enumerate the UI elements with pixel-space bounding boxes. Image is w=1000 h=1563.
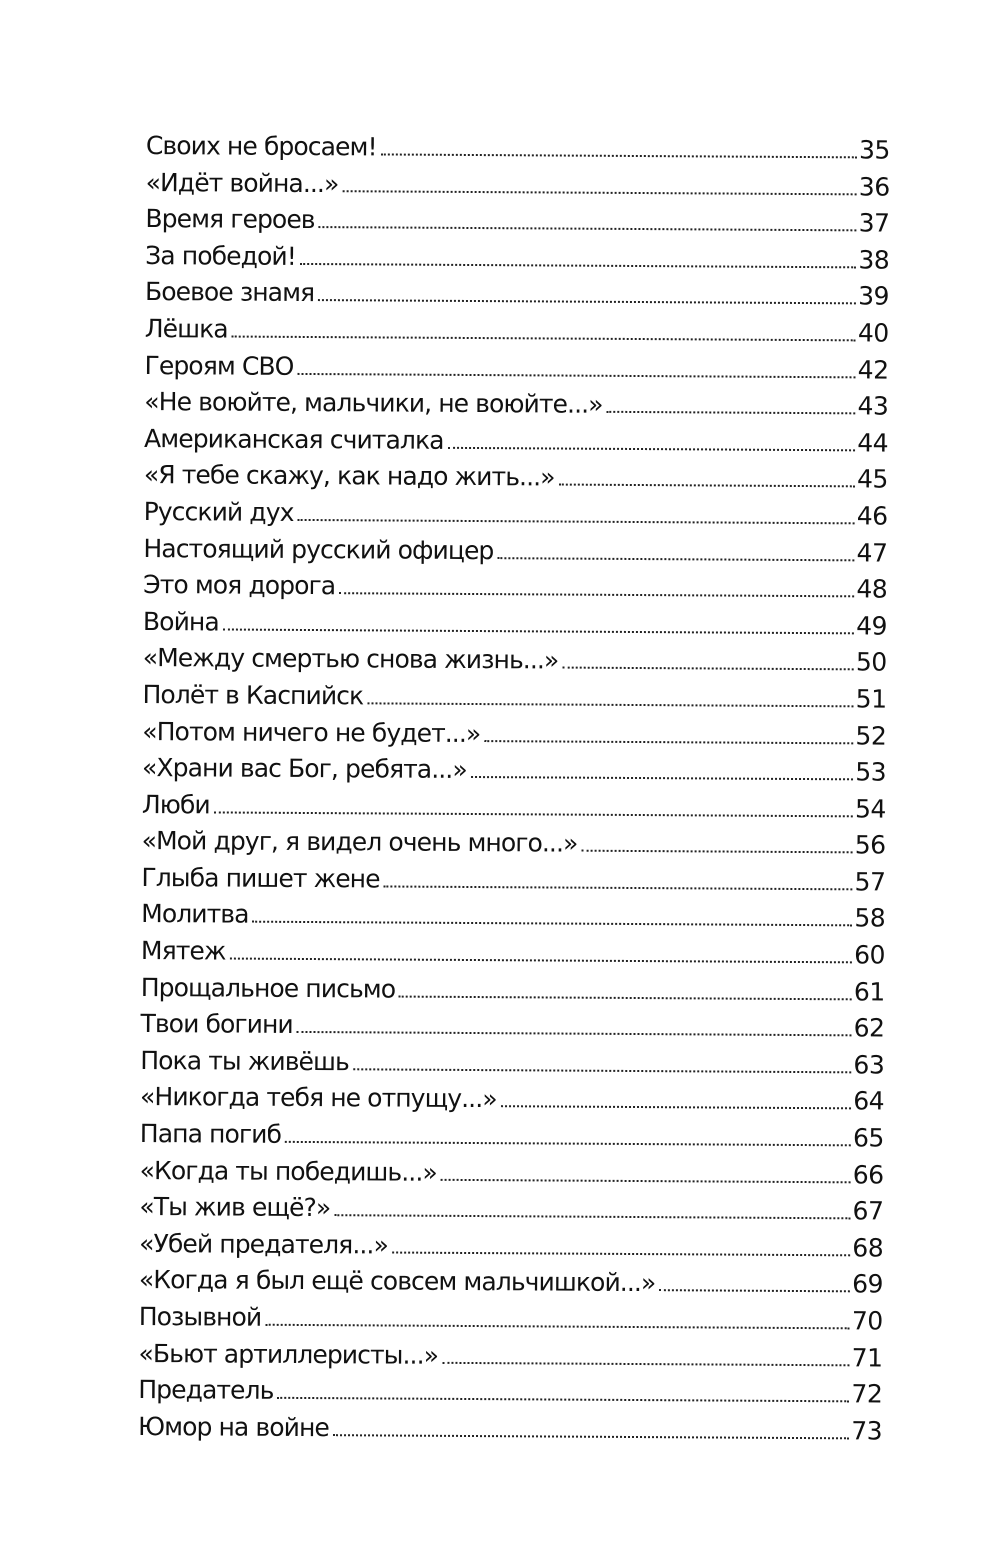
toc-entry-title: Лёшка xyxy=(144,313,228,344)
toc-entry-title: «Мой друг, я видел очень много...» xyxy=(141,826,578,858)
toc-entry-title: Русский дух xyxy=(143,496,294,527)
toc-entry-page-number: 52 xyxy=(855,720,887,751)
toc-entry xyxy=(139,1299,883,1340)
toc-entry xyxy=(145,201,889,242)
dot-leader xyxy=(229,958,852,964)
toc-entry-page-number: 40 xyxy=(857,318,889,348)
toc-entry-title: «Убей предателя...» xyxy=(139,1228,389,1260)
toc-entry-page-number: 62 xyxy=(853,1013,885,1043)
toc-entry xyxy=(140,1079,884,1120)
toc-entry-page-number: 66 xyxy=(852,1159,884,1190)
toc-entry xyxy=(141,970,885,1011)
toc-entry-page-number: 44 xyxy=(857,428,889,458)
toc-entry-page-number: 45 xyxy=(856,464,888,494)
toc-entry-title: «Храни вас Бог, ребята...» xyxy=(142,753,467,785)
toc-entry-title: «Между смертью снова жизнь...» xyxy=(142,643,559,675)
dot-leader xyxy=(342,190,856,195)
dot-leader xyxy=(334,1214,850,1219)
toc-entry xyxy=(144,457,888,498)
dot-leader xyxy=(333,1434,849,1439)
dot-leader xyxy=(214,811,853,817)
dot-leader xyxy=(399,995,852,1000)
dot-leader xyxy=(607,411,856,415)
toc-entry-title: Предатель xyxy=(138,1375,274,1405)
toc-entry-page-number: 47 xyxy=(856,537,888,568)
toc-entry xyxy=(140,1153,884,1194)
table-of-contents xyxy=(138,128,890,1450)
dot-leader xyxy=(448,447,856,451)
toc-entry-title: Юмор на войне xyxy=(137,1411,330,1442)
dot-leader xyxy=(319,226,857,231)
toc-entry-page-number: 36 xyxy=(858,171,890,202)
toc-entry-page-number: 61 xyxy=(853,976,885,1007)
toc-entry-title: Своих не бросаем! xyxy=(145,130,377,162)
dot-leader xyxy=(318,299,856,304)
toc-entry-page-number: 57 xyxy=(854,867,886,897)
toc-entry-title: «Никогда тебя не отпущу...» xyxy=(139,1082,497,1114)
dot-leader xyxy=(562,667,854,671)
toc-entry-title: «Идёт война...» xyxy=(145,167,339,198)
toc-entry-title: Мятеж xyxy=(140,936,226,966)
toc-entry xyxy=(144,384,888,425)
dot-leader xyxy=(501,1106,852,1110)
toc-entry xyxy=(139,1226,883,1267)
toc-entry-page-number: 39 xyxy=(858,281,890,311)
toc-entry-title: «Бьют артиллеристы...» xyxy=(138,1338,439,1370)
toc-entry-title: Боевое знамя xyxy=(144,277,315,308)
toc-entry-page-number: 60 xyxy=(854,940,886,970)
toc-entry-page-number: 51 xyxy=(855,684,887,714)
toc-entry-page-number: 38 xyxy=(858,245,890,275)
toc-entry xyxy=(138,1409,882,1450)
toc-entry-page-number: 72 xyxy=(851,1379,883,1409)
toc-entry xyxy=(141,896,885,937)
dot-leader xyxy=(559,484,855,488)
toc-entry-title: За победой! xyxy=(145,240,296,271)
toc-entry-page-number: 70 xyxy=(851,1306,883,1336)
toc-entry-page-number: 49 xyxy=(856,611,888,641)
toc-entry-title: Пока ты живёшь xyxy=(140,1045,349,1077)
toc-entry-title: Прощальное письмо xyxy=(140,972,396,1004)
toc-entry-title: Настоящий русский офицер xyxy=(143,533,494,565)
toc-entry-title: «Не воюйте, мальчики, не воюйте...» xyxy=(144,387,603,419)
toc-entry xyxy=(139,1189,883,1230)
toc-entry xyxy=(140,1043,884,1084)
toc-entry-title: Героям СВО xyxy=(144,350,294,381)
toc-entry-title: «Я тебе скажу, как надо жить...» xyxy=(143,460,555,492)
dot-leader xyxy=(392,1251,850,1256)
toc-entry xyxy=(143,640,887,681)
toc-entry xyxy=(142,823,886,864)
toc-entry-page-number: 63 xyxy=(853,1050,885,1080)
toc-entry-page-number: 65 xyxy=(852,1123,884,1153)
dot-leader xyxy=(297,1031,852,1036)
toc-entry-page-number: 43 xyxy=(857,391,889,421)
toc-entry-page-number: 64 xyxy=(853,1086,885,1116)
dot-leader xyxy=(484,740,853,744)
dot-leader xyxy=(581,850,852,854)
toc-entry-title: Это моя дорога xyxy=(143,570,336,601)
toc-entry-page-number: 50 xyxy=(855,647,887,677)
toc-entry xyxy=(146,128,890,169)
dot-leader xyxy=(384,885,853,890)
toc-entry-page-number: 42 xyxy=(857,354,889,385)
toc-entry-title: Глыба пишет жене xyxy=(141,862,380,894)
dot-leader xyxy=(659,1290,850,1293)
toc-entry xyxy=(146,165,890,206)
toc-entry xyxy=(143,531,887,572)
dot-leader xyxy=(381,153,857,158)
toc-entry xyxy=(138,1372,882,1413)
toc-entry-page-number: 73 xyxy=(851,1416,883,1446)
dot-leader xyxy=(353,1068,852,1073)
toc-entry xyxy=(141,860,885,901)
toc-entry-title: «Когда ты победишь...» xyxy=(139,1155,437,1187)
toc-entry-title: «Потом ничего не будет...» xyxy=(142,716,481,748)
toc-entry-title: Папа погиб xyxy=(139,1119,282,1149)
toc-entry xyxy=(145,238,889,279)
toc-entry-page-number: 71 xyxy=(851,1342,883,1373)
toc-entry xyxy=(142,713,886,754)
toc-entry xyxy=(140,1006,884,1047)
toc-entry-page-number: 53 xyxy=(855,757,887,787)
toc-entry-page-number: 68 xyxy=(852,1233,884,1263)
toc-entry-title: Полёт в Каспийск xyxy=(142,679,364,711)
toc-entry-page-number: 69 xyxy=(852,1269,884,1299)
toc-entry-page-number: 48 xyxy=(856,574,888,604)
toc-entry-page-number: 37 xyxy=(858,208,890,238)
toc-entry xyxy=(139,1262,883,1303)
toc-entry-title: Молитва xyxy=(141,899,249,930)
dot-leader xyxy=(442,1361,850,1365)
dot-leader xyxy=(253,921,853,927)
toc-entry xyxy=(140,1116,884,1157)
toc-entry-page-number: 67 xyxy=(852,1196,884,1226)
toc-entry-page-number: 56 xyxy=(854,830,886,860)
toc-entry xyxy=(142,787,886,828)
toc-entry xyxy=(142,750,886,791)
toc-entry xyxy=(138,1336,882,1377)
toc-entry xyxy=(144,348,888,389)
toc-entry-page-number: 54 xyxy=(854,794,886,824)
dot-leader xyxy=(339,592,854,597)
toc-entry-title: Время героев xyxy=(145,204,315,235)
dot-leader xyxy=(297,519,854,524)
toc-entry xyxy=(145,311,889,352)
dot-leader xyxy=(297,372,855,377)
dot-leader xyxy=(471,776,853,780)
toc-entry-page-number: 46 xyxy=(856,501,888,531)
toc-entry-page-number: 35 xyxy=(858,135,890,165)
dot-leader xyxy=(367,702,853,707)
dot-leader xyxy=(265,1324,850,1330)
toc-entry-title: Люби xyxy=(141,789,210,820)
dot-leader xyxy=(285,1141,851,1146)
toc-entry xyxy=(144,494,888,535)
toc-entry xyxy=(144,421,888,462)
toc-entry xyxy=(143,567,887,608)
toc-entry-title: Война xyxy=(142,606,219,637)
toc-entry xyxy=(141,933,885,974)
dot-leader xyxy=(497,557,854,561)
dot-leader xyxy=(223,628,854,634)
toc-entry xyxy=(145,274,889,315)
toc-entry-title: «Ты жив ещё?» xyxy=(139,1192,331,1223)
toc-entry-page-number: 58 xyxy=(854,903,886,933)
toc-entry xyxy=(143,604,887,645)
dot-leader xyxy=(441,1178,851,1183)
toc-entry-title: Позывной xyxy=(138,1301,262,1332)
toc-entry-title: Твои богини xyxy=(140,1009,293,1040)
toc-entry-title: Американская считалка xyxy=(144,423,444,455)
dot-leader xyxy=(277,1397,849,1402)
toc-entry-title: «Когда я был ещё совсем мальчишкой...» xyxy=(138,1265,656,1298)
dot-leader xyxy=(300,263,857,268)
dot-leader xyxy=(232,335,856,341)
toc-entry xyxy=(142,677,886,718)
